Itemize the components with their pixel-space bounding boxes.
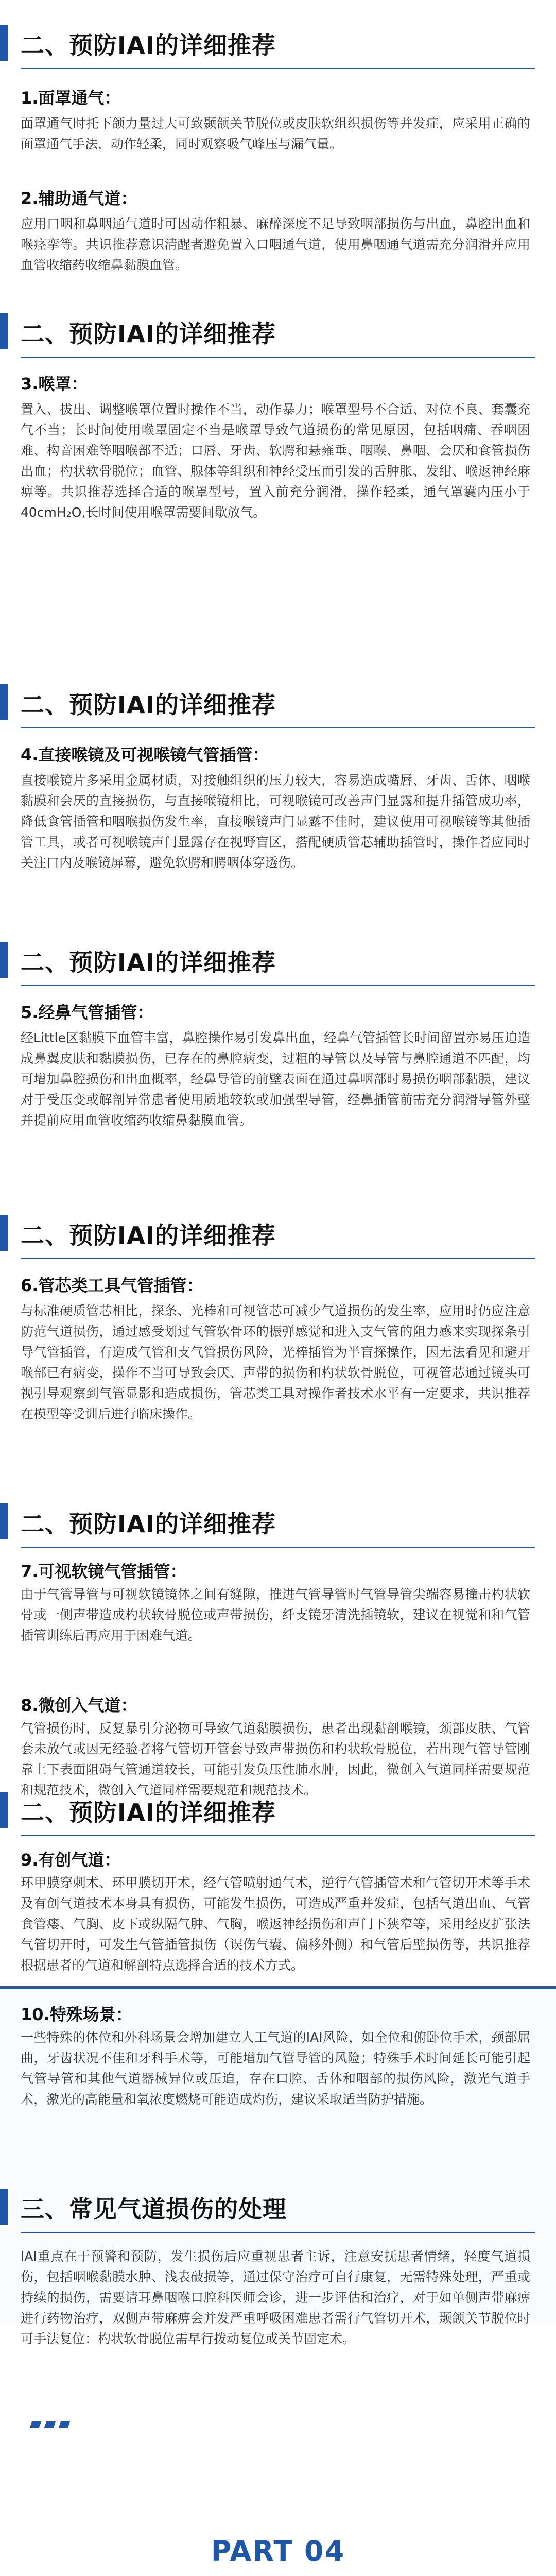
subheading: 2.辅助通气道： <box>21 189 137 208</box>
section-divider <box>21 1547 535 1548</box>
section-accent-bar <box>0 942 8 978</box>
section-accent-bar <box>0 1215 8 1251</box>
subheading: 4.直接喉镜及可视喉镜气管插管： <box>21 745 269 765</box>
section-divider <box>21 2232 535 2233</box>
section-title: 三、常见气道损伤的处理 <box>21 2195 287 2223</box>
section-header <box>0 675 556 732</box>
section-accent-bar <box>0 2189 8 2225</box>
subheading: 6.管芯类工具气管插管： <box>21 1276 203 1295</box>
part-divider <box>0 2535 556 2576</box>
section-accent-bar <box>0 1503 8 1539</box>
paragraph: 经Little区黏膜下血管丰富，鼻腔操作易引发鼻出血，经鼻气管插管长时间留置亦易压迫造成鼻翼皮肤和黏膜损伤，已存在的鼻腔病变，过粗的导管以及导管与鼻腔通道不匹配，均可增加鼻腔损伤和出血概率，经鼻导管的前壁表面在通过鼻咽部时易损伤咽部黏膜，建议对于受压变或解剖异常患者使用质地较软或加强型导管，经鼻插管前需充分润滑导管外壁并提前应用血管收缩药收缩鼻黏膜血管。 <box>21 1030 530 1128</box>
part-number: PART 04 <box>211 2535 345 2567</box>
paragraph: 面罩通气时托下颌力量过大可致颞颌关节脱位或皮肤软组织损伤等并发症，应采用正确的面罩通气手法，动作轻柔，同时观察吸气峰压与漏气量。 <box>21 116 530 151</box>
section-header <box>0 304 556 361</box>
section-title: 二、预防IAI的详细推荐 <box>21 948 276 976</box>
section-header <box>0 1494 556 1551</box>
section-divider <box>21 1258 535 1259</box>
section-header <box>0 1783 556 1839</box>
section-accent-bar <box>0 1792 8 1828</box>
section-title: 二、预防IAI的详细推荐 <box>21 31 276 59</box>
section-title: 二、预防IAI的详细推荐 <box>21 320 276 348</box>
section-header <box>0 1206 556 1262</box>
subheading: 1.面罩通气： <box>21 88 121 108</box>
section-divider <box>21 357 535 358</box>
section-divider <box>21 1835 535 1836</box>
paragraph: 气管损伤时，反复暴引分泌物可导致气道黏膜损伤，患者出现黏剖喉镜，颈部皮肤、气管套未放气或因无经验者将气管切开管套导致声带损伤和杓状软骨脱位，若出现气管导管刚靠上下表面阻碍气管通道较长，可能引发负压性肺水肿，因此，微创入气道同样需要规范和规范技术，微创入气道同样需要规范和规范技术。 <box>21 1721 530 1798</box>
section-divider <box>21 727 535 728</box>
paragraph: IAI重点在于预警和预防，发生损伤后应重视患者主诉，注意安抚患者情绪，轻度气道损伤，包括咽喉黏膜水肿、浅表破损等，通过保守治疗可自行康复，无需特殊处理，严重或持续的损伤，需要请耳鼻咽喉口腔科医师会诊，进一步评估和治疗，对于如单侧声带麻痹进行药物治疗，双侧声带麻痹会并发严重呼吸困难患者需行气管切开术，颞颌关节脱位时可手法复位：杓状软骨脱位需早行拨动复位或关节固定术。 <box>21 2249 530 2346</box>
section-title: 二、预防IAI的详细推荐 <box>21 1510 276 1538</box>
section-accent-bar <box>0 313 8 349</box>
section-title: 二、预防IAI的详细推荐 <box>21 1222 276 1249</box>
paragraph: 由于气管导管与可视软镜镜体之间有缝隙，推进气管导管时气管导管尖端容易撞击杓状软骨或一侧声带造成杓状软骨脱位或声带损伤，纤支镜牙清洗插镜软，建议在视觉和和气管插管训练后再应用于困难气道。 <box>21 1587 530 1643</box>
section-header <box>0 933 556 989</box>
section-divider <box>21 68 535 69</box>
section-title: 二、预防IAI的详细推荐 <box>21 691 276 719</box>
subheading: 8.微创入气道： <box>21 1696 137 1715</box>
accent-bar <box>0 1986 556 1989</box>
paragraph: 置入、拔出、调整喉罩位置时操作不当，动作暴力；喉罩型号不合适、对位不良、套囊充气不当；长时间使用喉罩固定不当是喉罩导致气道损伤的常见原因，包括咽痛、吞咽困难、构音困难等咽喉部不适；口唇、牙齿、软腭和悬雍垂、咽喉、鼻咽、会厌和食管损伤出血；杓状软骨脱位；血管、腺体等组织和神经受压而引发的舌肿胀、发绀、喉返神经麻痹等。共识推荐选择合适的喉罩型号，置入前充分润滑，操作轻柔，通气罩囊内压小于40cmH₂O,长时间使用喉罩需要间歇放气。 <box>21 402 530 520</box>
subheading: 5.经鼻气管插管： <box>21 1003 154 1022</box>
subheading: 10.特殊场景： <box>21 2005 132 2024</box>
subheading: 7.可视软镜气管插管： <box>21 1562 187 1581</box>
section-accent-bar <box>0 25 8 61</box>
section-accent-bar <box>0 684 8 720</box>
section-header <box>0 2179 556 2236</box>
section-title: 二、预防IAI的详细推荐 <box>21 1799 276 1826</box>
subheading: 9.有创气道： <box>21 1850 121 1870</box>
paragraph: 直接喉镜片多采用金属材质，对接触组织的压力较大，容易造成嘴唇、牙齿、舌体、咽喉黏膜和会厌的直接损伤，与直接喉镜相比，可视喉镜可改善声门显露和提升插管成功率，降低食管插管和咽喉损伤发生率，直接喉镜声门显露不佳时，建议使用可视喉镜等其他插管工具，或者可视喉镜声门显露存在视野盲区，搭配硬质管芯辅助插管时，操作者应同时关注口内及喉镜屏幕，避免软腭和腭咽体穿透伤。 <box>21 773 530 870</box>
paragraph: 一些特殊的体位和外科场景会增加建立人工气道的IAI风险，如全位和俯卧位手术，颈部屈曲，牙齿状况不佳和牙科手术等，可能增加气管导管的风险；特殊手术时间延长可能引起气管导管和其他气道器械异位或压迫，存在口腔、舌体和咽部的损伤风险，激光气道手术，激光的高能量和氧浓度燃烧可能造成灼伤，建议采取适当防护措施。 <box>21 2030 530 2107</box>
paragraph: 应用口咽和鼻咽通气道时可因动作粗暴、麻醉深度不足导致咽部损伤与出血，鼻腔出血和喉痉挛等。共识推荐意识清醒者避免置入口咽通气道，使用鼻咽通气道需充分润滑并应用血管收缩药收缩鼻黏膜血管。 <box>21 216 530 273</box>
subheading: 3.喉罩： <box>21 374 88 394</box>
paragraph: 环甲膜穿刺术、环甲膜切开术，经气管喷射通气术，逆行气管插管术和气管切开术等手术及有创气道技术本身具有损伤，可能发生损伤，可造成严重并发症，包括气道出血、气管食管瘘、气胸、皮下或纵隔气肿、气胸，喉返神经损伤和声门下狭窄等，采用经皮扩张法气管切开时，可发生气管插管损伤（误伤气囊、偏移外侧）和气管后壁损伤等，共识推荐根据患者的气道和解剖特点选择合适的技术方式。 <box>21 1875 530 1973</box>
decorative-dots <box>31 2421 69 2428</box>
section-divider <box>21 985 535 986</box>
section-header <box>0 15 556 72</box>
paragraph: 与标准硬质管芯相比，探条、光棒和可视管芯可减少气道损伤的发生率，应用时仍应注意防范气道损伤，通过感受划过气管软骨环的振弹感觉和进入支气管的阻力感来实现探条引导气管插管，有造成气管和支气管损伤风险，光棒插管为半盲探操作，因无法看见和避开喉部已有病变，操作不当可导致会厌、声带的损伤和杓状软骨脱位，可视管芯通过镜头可视引导观察到气管显影和造成损伤，管芯类工具对操作者技术水平有一定要求，共识推荐在模型等受训后进行临床操作。 <box>21 1303 530 1421</box>
